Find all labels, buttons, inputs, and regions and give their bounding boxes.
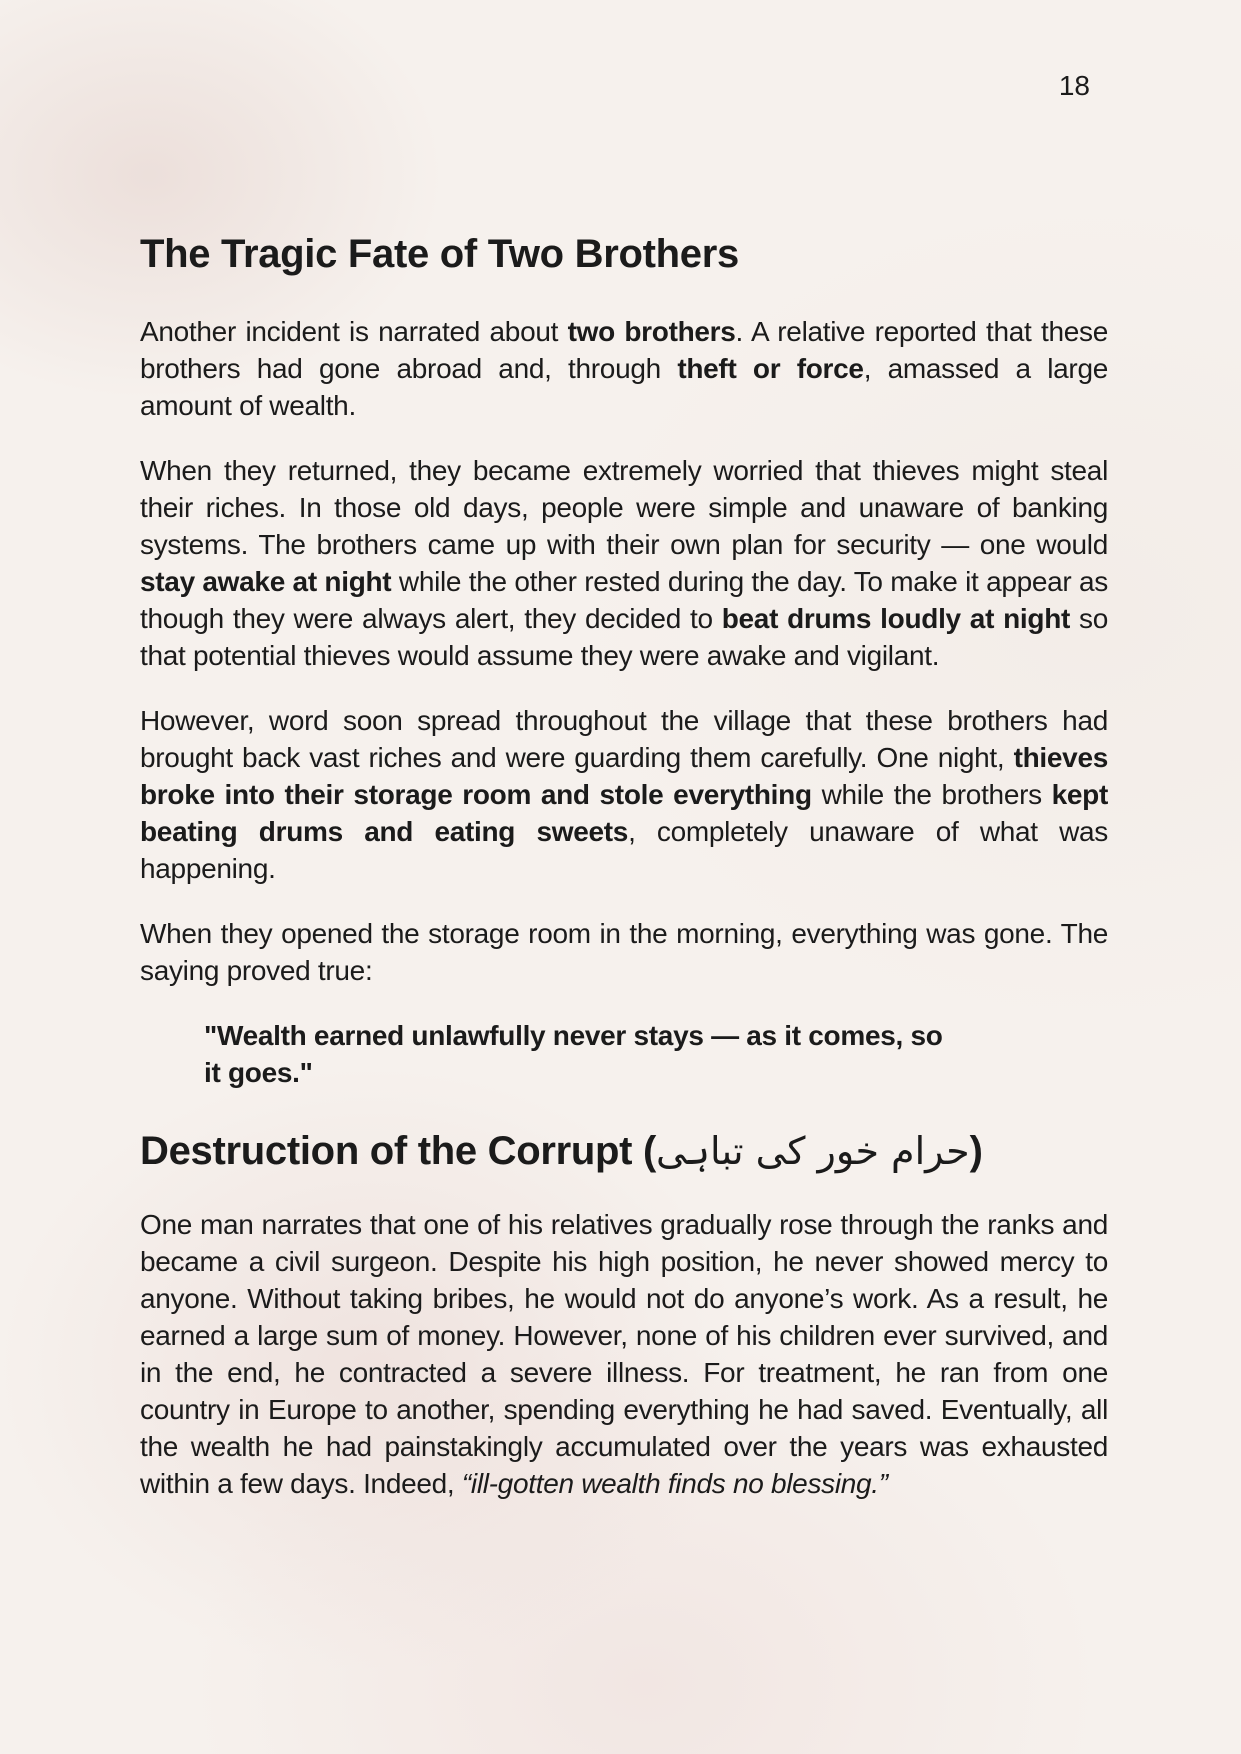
text-run: , amassed a large amount of wealth. — [140, 353, 1109, 421]
text-run: "Wealth earned unlawfully never stays — as it comes, so it goes." — [204, 1020, 943, 1088]
text-run: so that potential thieves would assume they were awake and vigilant. — [140, 603, 1109, 671]
paragraph-morning-discovery — [140, 915, 1108, 989]
text-run: When they returned, they became extremely worried that thieves might steal their riches. In those old days, people were simple and unaware of banking systems. The brothers came up with their own plan for security — one would — [140, 455, 1108, 560]
text-run: two brothers — [567, 316, 736, 347]
text-run: . A relative reported that these brothers had gone abroad and, through — [140, 316, 1108, 384]
heading-tragic-fate-of-two-brothers: The Tragic Fate of Two Brothers — [140, 232, 739, 276]
text-run: , completely unaware of what was happening. — [140, 816, 1109, 884]
text-run: However, word soon spread throughout the village that these brothers had brought back vast riches and were guarding them carefully. One night, — [140, 705, 1108, 773]
text-run: thieves broke into their storage room and stole everything — [140, 742, 1108, 810]
text-run: while the other rested during the day. To make it appear as though they were always alert, they decided to — [140, 566, 1108, 634]
text-run: When they opened the storage room in the morning, everything was gone. The saying proved true: — [140, 918, 1108, 986]
quote-wealth-earned-unlawfully — [140, 1017, 1108, 1091]
text-run: Another incident is narrated about — [140, 316, 568, 347]
text-run: Destruction of the Corrupt ( — [140, 1129, 657, 1173]
text-run: “ill-gotten wealth finds no blessing.” — [461, 1468, 888, 1499]
text-run: ) — [969, 1129, 983, 1173]
heading-destruction-of-the-corrupt — [140, 1127, 1108, 1175]
text-run: theft or force — [677, 353, 864, 384]
paragraph-thieves-stole — [140, 702, 1108, 887]
text-run: beat drums loudly at night — [721, 603, 1071, 634]
page-number: 18 — [1058, 70, 1090, 101]
paragraph-civil-surgeon — [140, 1206, 1108, 1502]
text-run: stay awake at night — [140, 566, 392, 597]
paragraph-two-brothers-intro — [140, 313, 1108, 424]
text-run: حرام خور کی تباہی — [656, 1129, 970, 1173]
paragraph-security-plan — [140, 452, 1108, 674]
text-run: kept beating drums and eating sweets — [140, 779, 1108, 847]
text-run: One man narrates that one of his relatives gradually rose through the ranks and became a civil surgeon. Despite his high position, he never showed mercy to anyone. Without taking bribes, he would not do anyone’s work. As a result, he earned a large sum of money. However, none of his children ever survived, and in the end, he contracted a severe illness. For treatment, he ran from one country in Europe to another, spending everything he had saved. Eventually, all the wealth he had painstakingly accumulated over the years was exhausted within a few days. Indeed, — [140, 1209, 1108, 1499]
text-run: while the brothers — [811, 779, 1052, 810]
